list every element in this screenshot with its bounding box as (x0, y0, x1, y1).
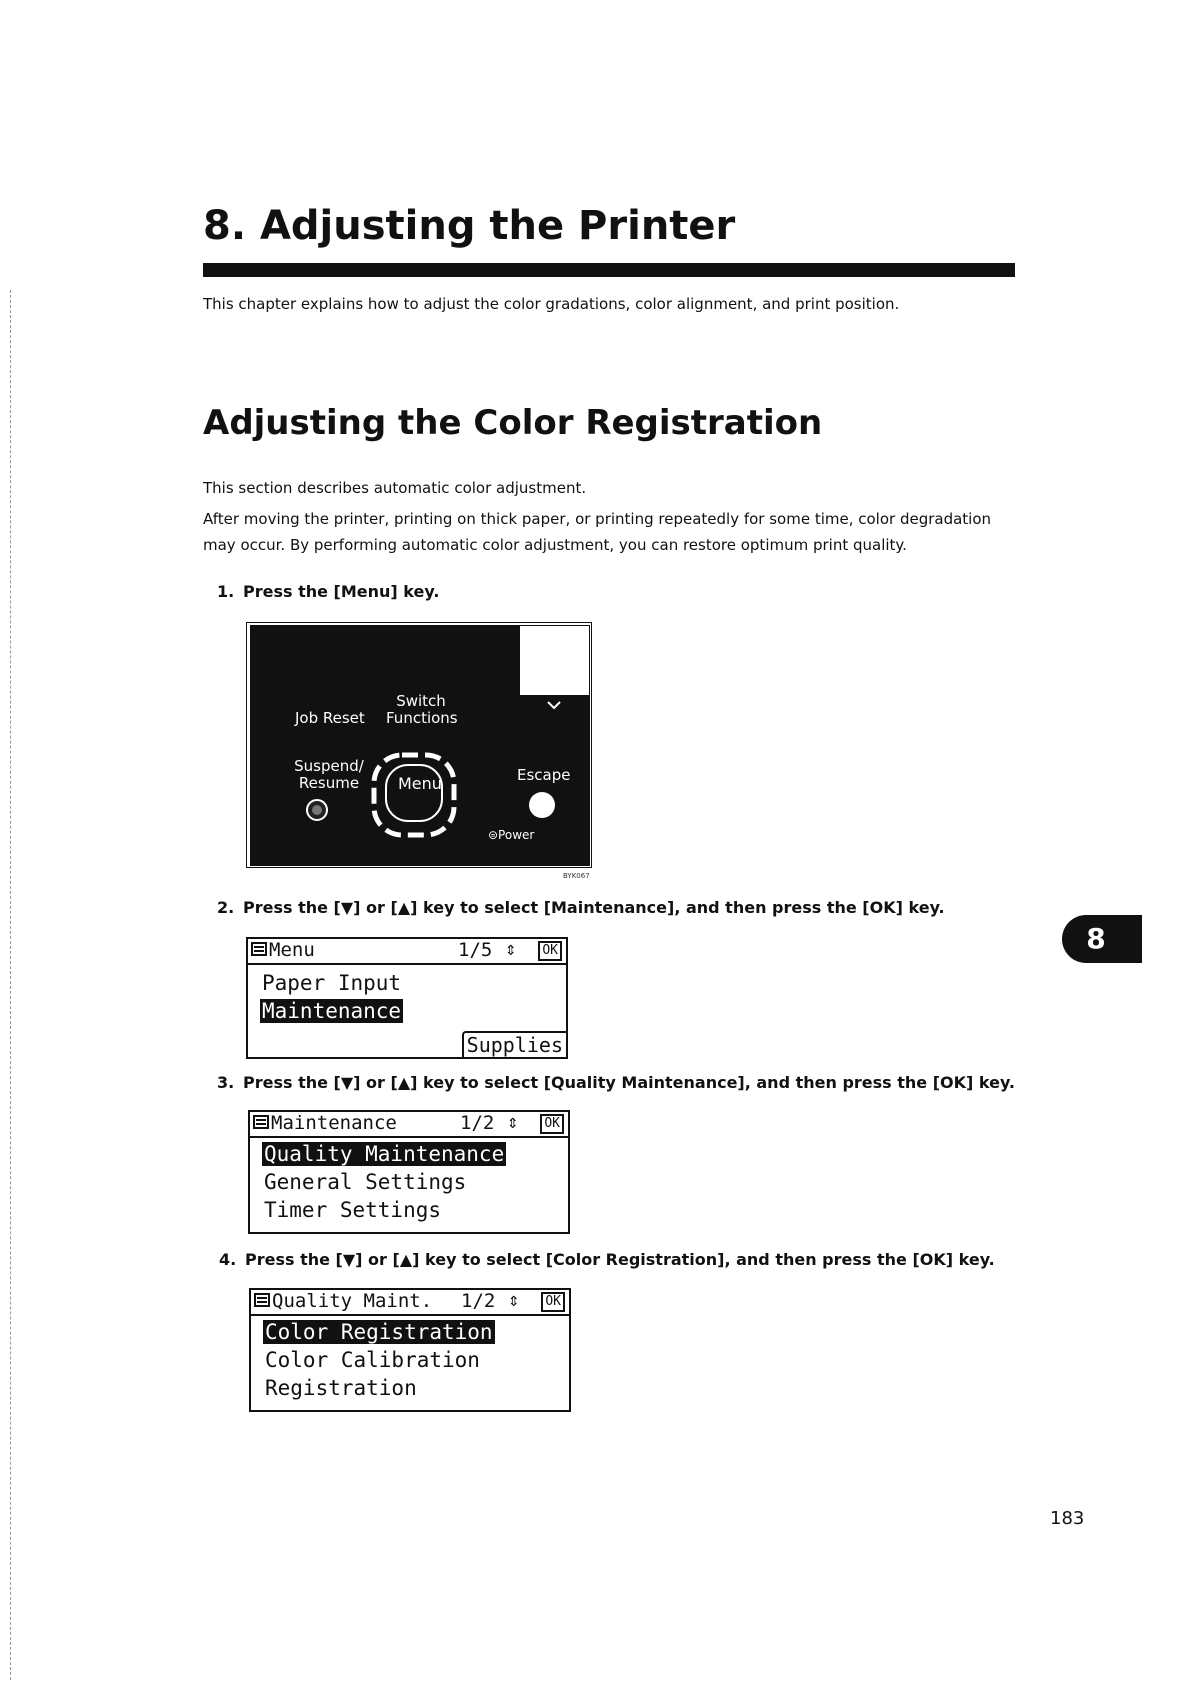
lcd-item[interactable]: Timer Settings (264, 1198, 442, 1222)
section-paragraph-1: This section describes automatic color adjustment. (203, 479, 587, 497)
margin-rule (10, 290, 11, 1680)
chapter-title-bar (203, 263, 1015, 277)
step-2 (217, 898, 945, 917)
page-indicator: 1/5 (458, 939, 493, 961)
lcd-item[interactable]: Paper Input (262, 971, 402, 995)
step-text: Press the [▼] or [▲] key to select [Quality Maintenance], and then press the [OK] key. (243, 1073, 1016, 1092)
step-text: Press the [▼] or [▲] key to select [Color Registration], and then press the [OK] key. (245, 1250, 995, 1269)
up-down-arrows-icon: ⇕ (505, 938, 517, 960)
page-indicator: 1/2 (461, 1290, 496, 1312)
switch-functions-label: Switch Functions (386, 692, 458, 727)
lcd-item-selected[interactable]: Color Registration (265, 1320, 493, 1344)
ok-icon: OK (540, 1114, 564, 1134)
suspend-resume-button[interactable] (305, 798, 329, 822)
step-4 (219, 1250, 995, 1269)
chapter-title: 8. Adjusting the Printer (203, 203, 736, 249)
lcd-header (248, 939, 566, 965)
step-number: 2. (217, 898, 235, 917)
chevron-down-icon (547, 700, 561, 710)
step-number: 1. (217, 582, 235, 601)
lcd-title: Quality Maint. (272, 1290, 433, 1312)
escape-label: Escape (517, 766, 571, 784)
step-number: 4. (219, 1250, 237, 1269)
suspend-resume-label: Suspend/ Resume (294, 757, 364, 792)
escape-button[interactable] (529, 792, 555, 818)
ok-icon: OK (538, 941, 562, 961)
up-down-arrows-icon: ⇕ (507, 1111, 519, 1133)
ok-icon: OK (541, 1292, 565, 1312)
step-number: 3. (217, 1073, 235, 1092)
lcd-header (251, 1290, 569, 1316)
lcd-title: Maintenance (271, 1112, 397, 1134)
job-reset-label: Job Reset (295, 709, 365, 727)
figure-code: BYK067 (563, 872, 590, 880)
lcd-item[interactable]: Registration (265, 1376, 417, 1400)
lcd-title: Menu (269, 939, 315, 961)
step-text: Press the [▼] or [▲] key to select [Maintenance], and then press the [OK] key. (243, 898, 945, 917)
menu-icon (253, 1115, 269, 1129)
lcd-item[interactable]: Color Calibration (265, 1348, 480, 1372)
lcd-screen-menu (246, 937, 568, 1059)
page-indicator: 1/2 (460, 1112, 495, 1134)
section-paragraph-2-line-1: After moving the printer, printing on thick paper, or printing repeatedly for some time, color degradation (203, 510, 992, 528)
section-title: Adjusting the Color Registration (203, 403, 823, 443)
lcd-screen-quality-maint (249, 1288, 571, 1412)
chapter-tab: 8 (1062, 915, 1142, 963)
lcd-item[interactable]: General Settings (264, 1170, 467, 1194)
menu-icon (251, 942, 267, 956)
up-down-arrows-icon: ⇕ (508, 1289, 520, 1311)
chapter-intro: This chapter explains how to adjust the color gradations, color alignment, and print position. (203, 295, 900, 313)
supplies-softkey[interactable]: Supplies (462, 1031, 566, 1057)
step-3 (217, 1073, 1015, 1092)
power-label: ⊜Power (488, 828, 535, 842)
lcd-item-selected[interactable]: Maintenance (262, 999, 402, 1023)
step-1 (217, 582, 439, 601)
menu-icon (254, 1293, 270, 1307)
step-text: Press the [Menu] key. (243, 582, 440, 601)
page-number: 183 (1050, 1508, 1085, 1529)
menu-key-highlight-icon (366, 747, 462, 843)
menu-key[interactable]: Menu (398, 774, 442, 793)
section-paragraph-2-line-2: may occur. By performing automatic color adjustment, you can restore optimum print quality. (203, 536, 907, 554)
lcd-screen-maintenance (248, 1110, 570, 1234)
panel-display-window (520, 626, 589, 695)
lcd-item-selected[interactable]: Quality Maintenance (264, 1142, 505, 1166)
lcd-header (250, 1112, 568, 1138)
